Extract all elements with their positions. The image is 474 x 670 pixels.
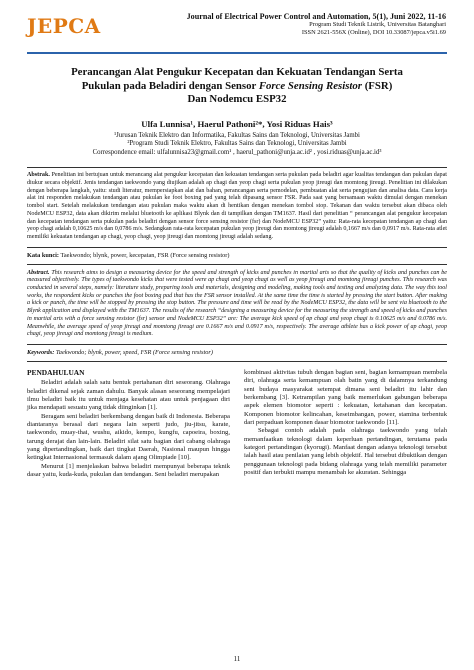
keywords-en-text: Taekwondo; blynk, power, speed, FSR (Force sensing resistor) [55,348,213,356]
abstrak-text: Penelitian ini bertujuan untuk merancang alat pengukur kecepatan dan kekuatan tendangan serta pukulan pada beladiri agar kualitas tendangan dan pukulan dapat diukur secara objektif. Jenis tendangan taekwondo yang diujikan adalah ap chagi dan yeop chagi serta pukulan yeop jireugi dan momtong jireugi. Penelitian ini dilakukan dengan beberapa langkah, yaitu: studi literatur, mempersiapkan alat dan bahan, perancangan serta pemodelan, pembuatan alat serta pengujian dan analisa data. Cara kerja alat ini responden melakukan tendangan atau pukulan ke foot boxing pad yang telah dipasang sensor FSR. Pada saat yang bersamaan waktu dimulai dengan menekan tombol start. Setelah melakukan tendangan atau pukulan maka waktu akan di hentikan dengan menekan tombol stop. Tekanan dan waktu tersebut akan dibaca oleh NodeMCU ESP32, data akan dikirim melalui bluetooth ke aplikasi Blynk dan di tampilkan dengan TM1637. Hasil dari penelitian “ perancangan alat pengukur kecepatan dan kecepatan tendangan serta pukulan pada beladiri dengan sensor force sensing resistor (fsr) dan NodeMCU ESP32” yaitu: Rata-rata kecepatan tendangan ap chagi dan yeop chagi adalah 0,10625 m/s dan 0,0786 m/s. Sedangkan rata-rata kecepatan pukulan yeop jireugi dan momtong jireugi adalah 0,1667 m/s dan 0,0917 m/s. Rata-rata atlet memiliki kekuatan tendangan ap chagi, yeop chagi, yeop jireugi dan momtong jireugi adalah sedang. [27,172,447,240]
abstrak-section [27,167,447,247]
abstract-en-text: This research aims to design a measuring device for the speed and strength of kicks and punches in martial arts so that the quality of kicks and punches can be measured objectively. The types of taekwondo kicks that were tested were ap chagi and yeop chagi as well as yeop jireugi and momtong jireugi punches. This research was conducted in several steps, namely: literature study, preparing tools and materials, designing and modeling, making tools and testing and analyzing data. The way this tool works, the respondent kicks or punches the foot boxing pad that has the FSR sensor installed. At the same time the time is started by pressing the start button. After making a kick or punch, the time will be stopped by pressing the stop button. The pressure and time will be read by the NodeMCU ESP32, the data will be sent via bluetooth to the Blynk application and displayed with the TM1637. The results of the research “designing a measuring device for the measuring the strength and speed of kicks and punches in martial arts with a force sensing resistor (fsr) sensor and NodeMCU ESP32” are: The average kick speed of ap chagi and yeop chagi is 0.10625 m/s and 0.0786 m/s. Meanwhile, the average speed of yeop jireugi and momtong jireugi are 0.1667 m/s and 0.0917 m/s, respectively. The average athlete has a kick power of ap chagi, yeop chagi, yeop jireugi and momtong jireugi is medium. [27,269,448,338]
title-line-2 [33,80,441,94]
paper-title [27,66,447,107]
title-line-2-start: Pukulan pada Beladiri dengan Sensor [81,79,257,92]
kata-kunci-text: Taekwondo; blynk, power, kecepatan, FSR (Force sensing resistor) [60,251,230,259]
abstrak-label: Abstrak. [27,172,50,179]
right-column [244,369,447,479]
affiliations [27,132,447,158]
keywords-en-label: Keywords: [27,348,55,356]
journal-header [0,0,474,52]
kata-kunci-label: Kata kunci: [27,251,60,259]
body-paragraph: Beragam seni beladiri berkembang dengan baik di Indonesia. Beberapa diantaranya berasal dari negara lain seperti judo, jiu-jitsu, karate, taekwondo, muay-thai, wushu, aikido, kempo, kungfu, capoeira, boxing, tarung derajat dan lain-lain. Beladiri silat satu bagian dari cabang olahraga yang dipertandingkan, baik dari tingkat Daerah, Nasional maupun hingga ketingkat Internasional termasuk dalam ajang Olimpiade [10]. [27,412,230,462]
journal-publisher: Program Studi Teknik Listrik, Universitas Batanghari [309,21,446,28]
title-italic-term: Force Sensing Resistor [258,79,362,92]
body-paragraph: Menurut [1] menjelaskan bahwa beladiri mempunyai beberapa teknik dasar yaitu, kuda-kuda, pukulan dan tendangan. Seni beladiri merupakan [27,462,230,479]
kata-kunci-section [27,248,447,265]
body-paragraph: kombinasi aktivitas tubuh dengan bagian seni, bagian kemampuan membela diri, olahraga serta kemampuan olah batin yang di dalamnya terkandung seni budaya masyarakat setempat dimana seni beladiri itu lahir dan berkembang [3]. Ketrampilan yang baik memerlukan gabungan beberapa aspek elemen biomotor seperti : kekuatan, ketahanan dan kecepatan. Komponen biomotor kelincahan, keseimbangan, power, stamina terbentuk dari perpaduan komponen dasar biomotor taekwondo [11]. [244,368,447,426]
abstract-en-label: Abstract. [27,269,50,276]
journal-info [187,12,446,38]
affiliation-2: ²Program Studi Teknik Elektro, Fakultas Sains dan Teknologi, Universitas Jambi [127,140,347,148]
abstract-en-section [27,265,447,345]
section-heading-pendahuluan: PENDAHULUAN [27,367,85,377]
correspondence-email: Correspondence email: ulfalunnisa23@gmail.com¹ , haerul_pathoni@unja.ac.id² , yosi.riduas@unja.ac.id³ [92,148,382,156]
body-paragraph: Beladiri adalah salah satu bentuk pertahanan diri seseorang. Olahraga beladiri dikenal sejak zaman dahulu. Banyak alasan seseorang mempelajari ilmu beladiri baik itu untuk menjaga kesehatan atau untuk penjagaan diri jika mendapati sesuatu yang tidak diinginkan [1]. [27,379,230,412]
keywords-en-section [27,345,447,362]
body-columns [27,369,447,479]
affiliation-1: ¹Jurusan Teknik Elektro dan Informatika, Fakultas Sains dan Teknologi, Universitas Jambi [114,131,360,139]
header-rule [27,52,447,54]
left-column [27,369,230,479]
page-number: 11 [233,655,241,663]
body-paragraph: Sebagai contoh adalah pada olahraga taekwondo yang telah memanfaatkan teknologi dalam keperluan pertandingan, terutama pada kategori pertandingan (kyorugi). Manfaat dengan adanya teknologi tersebut ialah hasil atau penilaian yang lebih objektif. Hal tersebut dibuktikan dengan penggunaan teknologi pada bidang olahraga yang telah memiliki parameter positif dan terbukti mampu menambah ke akuratan. Sehingga [244,427,447,477]
title-line-1: Perancangan Alat Pengukur Kecepatan dan Kekuatan Tendangan Serta [71,66,403,78]
title-line-3: Dan Nodemcu ESP32 [187,93,287,105]
journal-logo: JEPCA [27,14,101,38]
author-list: Ulfa Lunnisa¹, Haerul Pathoni²*, Yosi Riduas Hais³ [141,118,333,129]
title-line-2-end: (FSR) [364,79,393,92]
journal-issn-doi: ISSN 2621-556X (Online), DOI 10.33087/jepca.v5i1.69 [301,29,446,37]
journal-name: Journal of Electrical Power Control and Automation, 5(1), Juni 2022, 11-16 [186,12,446,21]
